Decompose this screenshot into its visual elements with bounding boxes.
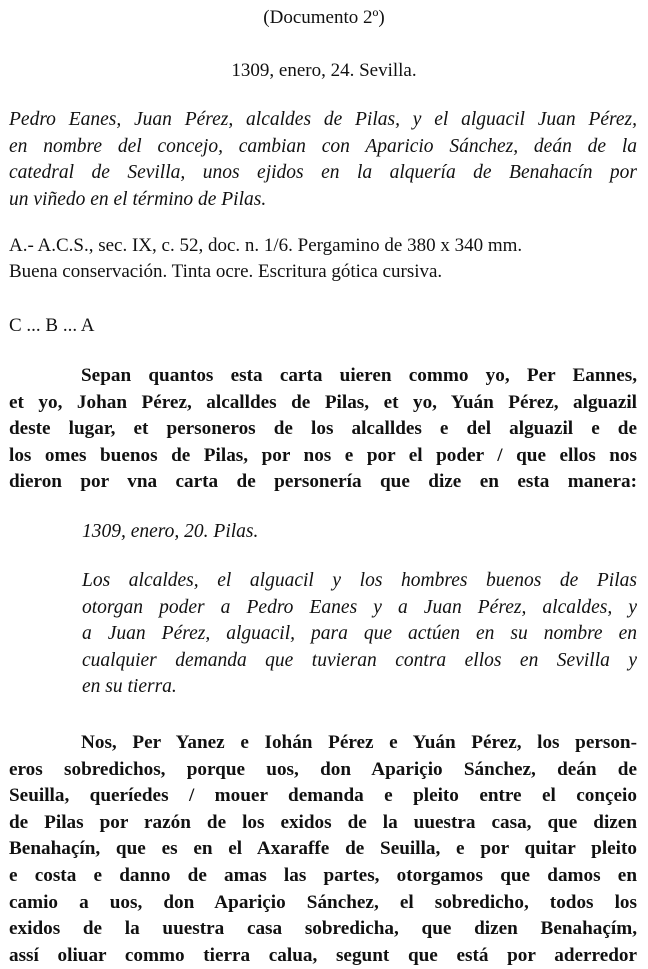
text-line: et yo, Johan Pérez, alcalldes de Pilas, et yo, Yuán Pérez, alguazil (9, 391, 637, 413)
text-line: Nos, Per Yanez e Iohán Pérez e Yuán Pérez, los person- (81, 732, 637, 753)
text-line: dieron por vna carta de personería que dize en esta manera: (9, 471, 637, 493)
text-line: e costa e danno de amas las partes, otorgamos que damos en (9, 864, 637, 886)
inserted-regest-line: Los alcaldes, el alguacil y los hombres buenos de Pilas (82, 570, 637, 591)
regest-line: en nombre del concejo, cambian con Aparicio Sánchez, deán de la (9, 135, 637, 157)
source-description (9, 233, 637, 285)
tradition-sigla: C ... B ... A (9, 315, 95, 336)
inserted-regest-line: cualquier demanda que tuvieran contra ellos en Sevilla y (82, 649, 637, 671)
text-line: deste lugar, et personeros de los alcalldes e del alguazil e de (9, 418, 637, 440)
regest-line: catedral de Sevilla, unos ejidos en la alquería de Benahacín por (9, 162, 637, 184)
inserted-regest-line: en su tierra. (82, 676, 177, 698)
inserted-regest-line: a Juan Pérez, alguacil, para que actúen en su nombre en (82, 623, 637, 645)
text-line: Benahaçín, que es en el Axaraffe de Seuilla, e por quitar pleito (9, 838, 637, 860)
inserted-document-date: 1309, enero, 20. Pilas. (82, 521, 259, 542)
text-line: los omes buenos de Pilas, por nos e por el poder / que ellos nos (9, 444, 637, 466)
inserted-regest-line: otorgan poder a Pedro Eanes y a Juan Pérez, alcaldes, y (82, 596, 637, 618)
inserted-document-regest (82, 568, 637, 701)
source-line: A.- A.C.S., sec. IX, c. 52, doc. n. 1/6. Pergamino de 380 x 340 mm. (9, 235, 523, 256)
document-title: (Documento 2º) (263, 7, 385, 28)
text-line: exidos de la uuestra casa sobredicha, que dizen Benahaçím, (9, 918, 637, 940)
document-date-place: 1309, enero, 24. Sevilla. (231, 60, 417, 81)
transcription-paragraph-1 (9, 363, 637, 496)
regest-line: Pedro Eanes, Juan Pérez, alcaldes de Pilas, y el alguacil Juan Pérez, (9, 109, 637, 130)
source-line: Buena conservación. Tinta ocre. Escritura gótica cursiva. (9, 261, 443, 282)
text-line: de Pilas por razón de los exidos de la uuestra casa, que dizen (9, 811, 637, 833)
text-line: assí oliuar commo tierra calua, segunt que está por aderredor (9, 944, 637, 966)
regest-summary (9, 107, 637, 213)
text-line: Sepan quantos esta carta uieren commo yo, Per Eannes, (81, 365, 637, 386)
text-line: eros sobredichos, porque uos, don Apariçio Sánchez, deán de (9, 758, 637, 780)
transcription-paragraph-2 (9, 730, 637, 969)
text-line: Seuilla, queríedes / mouer demanda e pleito entre el conçeio (9, 785, 637, 807)
regest-line: un viñedo en el término de Pilas. (9, 188, 267, 210)
text-line: camio a uos, don Apariçio Sánchez, el sobredicho, todos los (9, 891, 637, 913)
